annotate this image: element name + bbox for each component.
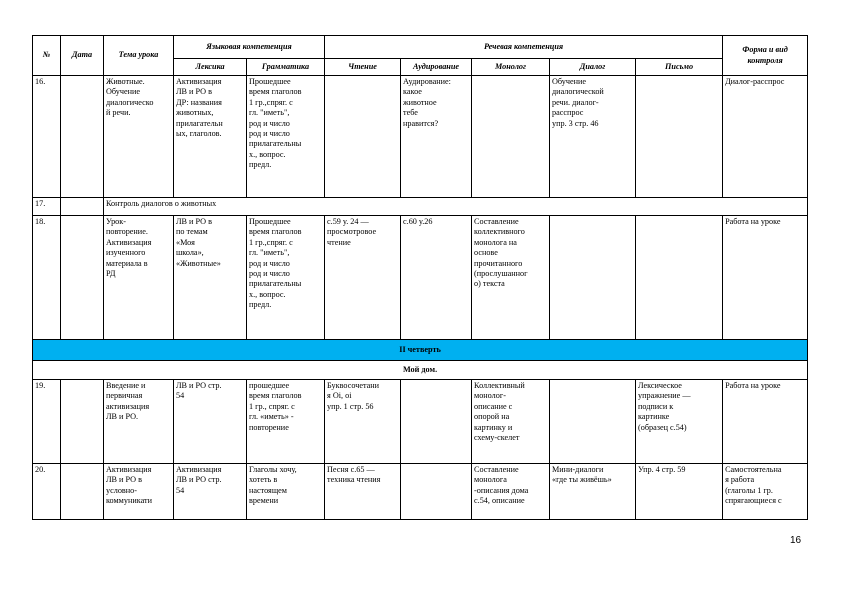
cell-lexis: ЛВ и РО в по темам «Моя школа», «Животные» bbox=[174, 216, 247, 340]
header-listening: Аудирование bbox=[401, 59, 472, 76]
cell-dialogue: Мини-диалоги «где ты живёшь» bbox=[550, 464, 636, 520]
cell-writing: Лексическое упражнение — подписи к картинке (образец с.54) bbox=[636, 380, 723, 464]
header-writing: Письмо bbox=[636, 59, 723, 76]
cell-dialogue bbox=[550, 216, 636, 340]
cell-listening bbox=[401, 464, 472, 520]
cell-listening: Аудирование: какое животное тебе нравится? bbox=[401, 76, 472, 198]
cell-form: Работа на уроке bbox=[723, 380, 808, 464]
cell-topic: Введение и первичная активизация ЛВ и РО. bbox=[104, 380, 174, 464]
header-lexis: Лексика bbox=[174, 59, 247, 76]
cell-topic: Урок- повторение. Активизация изученного материала в РД bbox=[104, 216, 174, 340]
section-topic: Мой дом. bbox=[33, 361, 808, 380]
cell-form: Диалог-расспрос bbox=[723, 76, 808, 198]
cell-date bbox=[61, 216, 104, 340]
cell-dialogue bbox=[550, 380, 636, 464]
cell-monologue: Составление коллективного монолога на основе прочитанного (прослушанног о) текста bbox=[472, 216, 550, 340]
cell-date bbox=[61, 198, 104, 216]
cell-date bbox=[61, 76, 104, 198]
header-monologue: Монолог bbox=[472, 59, 550, 76]
header-speech-competence: Речевая компетенция bbox=[325, 36, 723, 59]
table-row bbox=[33, 76, 808, 198]
cell-num: 16. bbox=[33, 76, 61, 198]
page-number: 16 bbox=[790, 535, 802, 546]
cell-form: Работа на уроке bbox=[723, 216, 808, 340]
cell-grammar: Прошедшее время глаголов 1 гр.,спряг. с гл. "иметь", род и число род и число прилагательны х., вопрос. предл. bbox=[247, 216, 325, 340]
cell-reading: Песня с.65 — техника чтения bbox=[325, 464, 401, 520]
cell-dialogue: Обучение диалогической речи. диалог- расспрос упр. 3 стр. 46 bbox=[550, 76, 636, 198]
cell-grammar: Глаголы хочу, хотеть в настоящем времени bbox=[247, 464, 325, 520]
quarter-label: II четверть bbox=[33, 340, 808, 361]
cell-date bbox=[61, 380, 104, 464]
cell-topic: Животные. Обучение диалогическо й речи. bbox=[104, 76, 174, 198]
cell-num: 20. bbox=[33, 464, 61, 520]
lesson-plan-table bbox=[32, 35, 808, 520]
table-row bbox=[33, 198, 808, 216]
cell-lexis: Активизация ЛВ и РО стр. 54 bbox=[174, 464, 247, 520]
cell-reading: Буквосочетани я Oi, oi упр. 1 стр. 56 bbox=[325, 380, 401, 464]
cell-lexis: ЛВ и РО стр. 54 bbox=[174, 380, 247, 464]
cell-grammar: прошедшее время глаголов 1 гр., спряг. с гл. «иметь» - повторение bbox=[247, 380, 325, 464]
cell-reading: с.59 у. 24 — просмотровое чтение bbox=[325, 216, 401, 340]
cell-num: 17. bbox=[33, 198, 61, 216]
cell-writing bbox=[636, 76, 723, 198]
header-topic: Тема урока bbox=[104, 36, 174, 76]
header-lang-competence: Языковая компетенция bbox=[174, 36, 325, 59]
cell-reading bbox=[325, 76, 401, 198]
header-num: № bbox=[33, 36, 61, 76]
cell-form: Самостоятельна я работа (глаголы 1 гр. спрягающиеся с bbox=[723, 464, 808, 520]
cell-lexis: Активизация ЛВ и РО в ДР: названия животных, прилагательн ых, глаголов. bbox=[174, 76, 247, 198]
quarter-band bbox=[33, 340, 808, 361]
header-date: Дата bbox=[61, 36, 104, 76]
table-row bbox=[33, 464, 808, 520]
table-row bbox=[33, 380, 808, 464]
cell-writing bbox=[636, 216, 723, 340]
header-dialogue: Диалог bbox=[550, 59, 636, 76]
cell-listening: с.60 у.26 bbox=[401, 216, 472, 340]
section-topic-row bbox=[33, 361, 808, 380]
header-row-1 bbox=[33, 36, 808, 59]
table-row bbox=[33, 216, 808, 340]
header-form-control: Форма и вид контроля bbox=[723, 36, 808, 76]
cell-topic: Контроль диалогов о животных bbox=[104, 198, 808, 216]
cell-monologue bbox=[472, 76, 550, 198]
header-reading: Чтение bbox=[325, 59, 401, 76]
cell-date bbox=[61, 464, 104, 520]
cell-writing: Упр. 4 стр. 59 bbox=[636, 464, 723, 520]
cell-grammar: Прошедшее время глаголов 1 гр.,спряг. с гл. "иметь", род и число род и число прилагательны х., вопрос. предл. bbox=[247, 76, 325, 198]
cell-monologue: Коллективный монолог- описание с опорой на картинку и схему-скелет bbox=[472, 380, 550, 464]
cell-num: 19. bbox=[33, 380, 61, 464]
cell-monologue: Составление монолога -описания дома с.54, описание bbox=[472, 464, 550, 520]
cell-listening bbox=[401, 380, 472, 464]
cell-num: 18. bbox=[33, 216, 61, 340]
header-grammar: Грамматика bbox=[247, 59, 325, 76]
cell-topic: Активизация ЛВ и РО в условно- коммуникати bbox=[104, 464, 174, 520]
